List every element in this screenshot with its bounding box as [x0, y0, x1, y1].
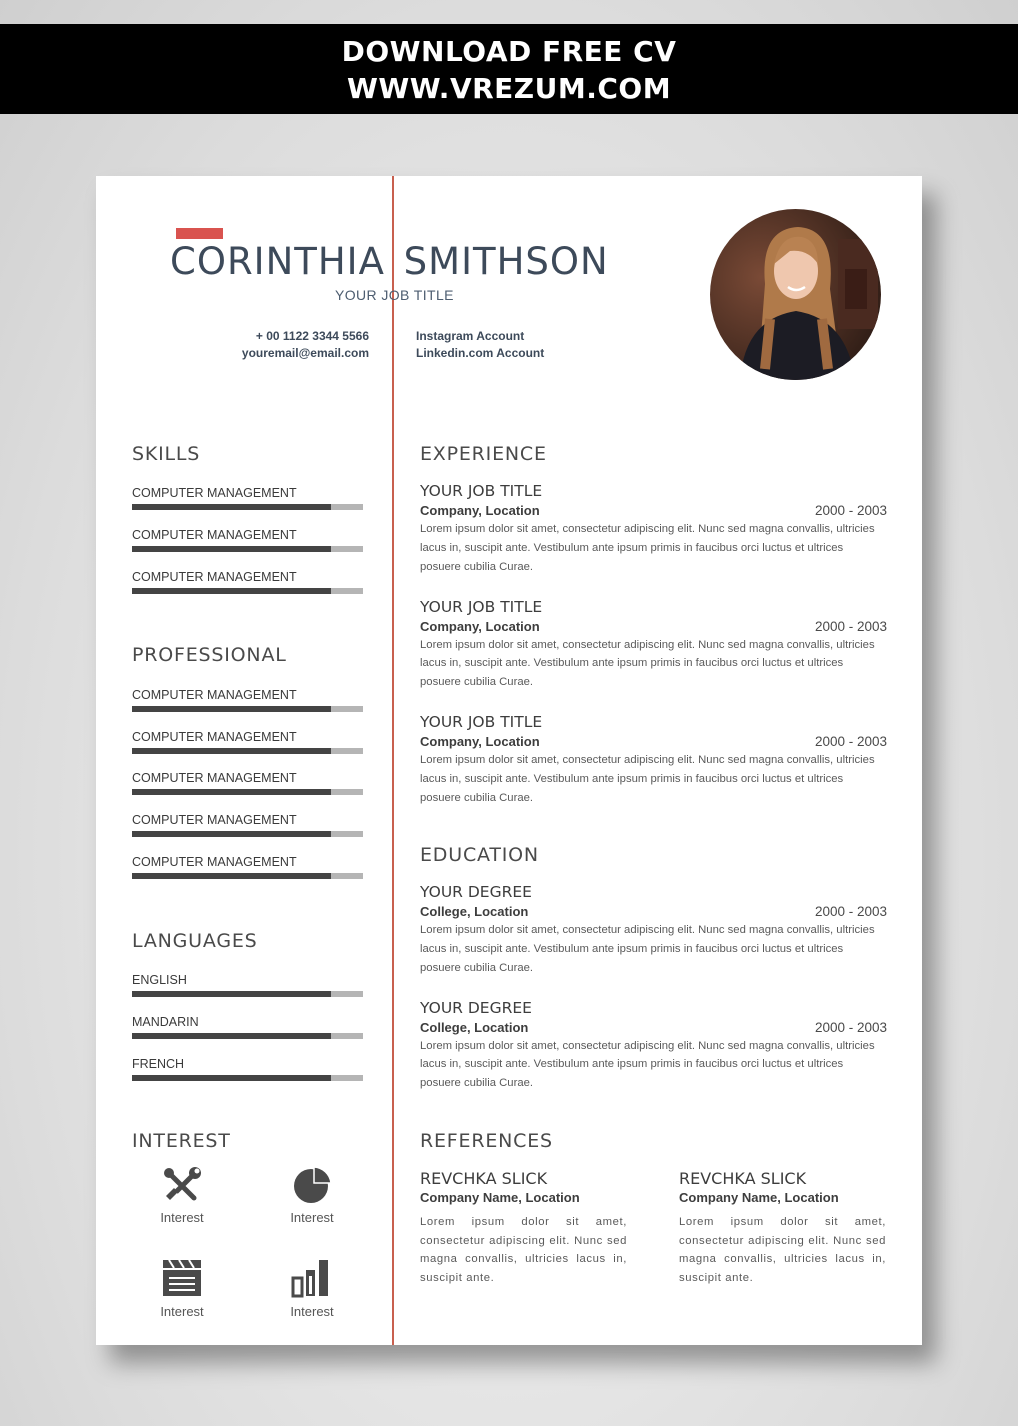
item-company: [420, 1018, 887, 1037]
interest-label: Interest: [290, 1304, 334, 1319]
skill-label: COMPUTER MANAGEMENT: [132, 854, 297, 869]
references-heading: REFERENCES: [420, 1130, 553, 1152]
item-title: YOUR DEGREE: [420, 883, 532, 901]
skill-row: [132, 973, 363, 997]
interest-item: [132, 1166, 232, 1225]
skill-level-fill: [132, 1033, 331, 1039]
reference-item: [420, 1169, 627, 1288]
skill-label: FRENCH: [132, 1057, 185, 1071]
item-description: Lorem ipsum dolor sit amet, consectetur adipiscing elit. Nunc sed magna convallis, ultricies lacus in, suscipit ante. Vestibulum ante ipsum primis in faucibus orci luctus et ultrices posuere cubilia Curae.: [420, 638, 875, 689]
reference-item: [679, 1169, 886, 1288]
skill-level-fill: [132, 748, 331, 754]
skill-level-fill: [132, 873, 331, 879]
skill-row: [132, 1015, 363, 1039]
interest-label: Interest: [290, 1210, 334, 1225]
item-description: Lorem ipsum dolor sit amet, consectetur adipiscing elit. Nunc sed magna convallis, ultricies lacus in, suscipit ante. Vestibulum ante ipsum primis in faucibus orci luctus et ultrices posuere cubilia Curae.: [420, 754, 875, 804]
reference-text: Lorem ipsum dolor sit amet, consectetur adipiscing elit. Nunc sed magna convallis, ultricies lacus in, suscipit ante.: [420, 1216, 627, 1285]
phone: + 00 1122 3344 5566: [255, 329, 369, 343]
skill-row: [132, 855, 363, 879]
skill-label: COMPUTER MANAGEMENT: [132, 528, 297, 542]
item-company-name: College, Location: [420, 1019, 529, 1035]
experience-item: [420, 597, 887, 692]
banner-line-1: DOWNLOAD FREE CV: [341, 35, 677, 68]
education-item: [420, 998, 887, 1093]
interest-item: [132, 1258, 232, 1319]
item-title: YOUR JOB TITLE: [420, 713, 543, 731]
skills-heading: SKILLS: [132, 443, 201, 465]
skill-level-bar: [132, 873, 363, 879]
skill-row: [132, 688, 363, 712]
profile-photo: [710, 209, 881, 380]
banner-line-2: WWW.VREZUM.COM: [346, 72, 672, 105]
skill-level-fill: [132, 504, 331, 510]
skill-row: [132, 730, 363, 754]
tools-icon: [162, 1166, 202, 1204]
skill-level-bar: [132, 991, 363, 997]
item-dates: 2000 - 2003: [814, 734, 887, 749]
resume-page: [96, 176, 922, 1345]
skill-label: MANDARIN: [132, 1015, 199, 1029]
instagram-link: Instagram Account: [416, 329, 525, 343]
skill-label: COMPUTER MANAGEMENT: [132, 771, 297, 786]
item-description: Lorem ipsum dolor sit amet, consectetur adipiscing elit. Nunc sed magna convallis, ultricies lacus in, suscipit ante. Vestibulum ante ipsum primis in faucibus orci luctus et ultrices posuere cubilia Curae.: [420, 924, 875, 974]
item-company: [420, 617, 887, 636]
skill-level-bar: [132, 588, 363, 594]
skill-level-bar: [132, 1033, 363, 1039]
reference-name: REVCHKA SLICK: [679, 1169, 807, 1188]
item-company-name: Company, Location: [420, 734, 540, 749]
skill-label: ENGLISH: [132, 973, 187, 987]
skill-level-bar: [132, 831, 363, 837]
experience-heading: EXPERIENCE: [420, 443, 547, 465]
experience-item: [420, 712, 887, 807]
clapperboard-icon: [161, 1258, 203, 1298]
item-company: [420, 501, 887, 520]
item-company: [420, 902, 887, 921]
reference-company: Company Name, Location: [679, 1190, 839, 1205]
skill-level-bar: [132, 706, 363, 712]
interest-label: Interest: [160, 1210, 204, 1225]
skill-level-fill: [132, 1075, 331, 1081]
linkedin-link: Linkedin.com Account: [416, 346, 545, 360]
skill-level-fill: [132, 706, 331, 712]
skill-label: COMPUTER MANAGEMENT: [132, 688, 297, 702]
email: youremail@email.com: [241, 346, 369, 360]
skill-level-bar: [132, 748, 363, 754]
professional-heading: PROFESSIONAL: [132, 644, 287, 666]
item-dates: 2000 - 2003: [814, 503, 887, 518]
contact-left: [242, 328, 369, 362]
candidate-name: CORINTHIA SMITHSON: [170, 240, 609, 283]
item-dates: 2000 - 2003: [814, 618, 887, 634]
item-title: YOUR JOB TITLE: [420, 597, 543, 616]
skill-label: COMPUTER MANAGEMENT: [132, 486, 297, 500]
skill-label: COMPUTER MANAGEMENT: [132, 813, 297, 828]
download-banner: [0, 24, 1018, 114]
education-heading: EDUCATION: [420, 844, 539, 866]
job-title: YOUR JOB TITLE: [335, 287, 454, 303]
skill-level-fill: [132, 588, 331, 594]
item-company: [420, 732, 887, 751]
skill-level-fill: [132, 831, 331, 837]
reference-company: Company Name, Location: [420, 1190, 580, 1205]
experience-item: [420, 481, 887, 576]
skill-row: [132, 771, 363, 795]
skill-level-bar: [132, 1075, 363, 1081]
column-divider: [392, 176, 394, 1345]
contact-right: [416, 328, 544, 362]
skill-level-fill: [132, 991, 331, 997]
skill-label: COMPUTER MANAGEMENT: [132, 570, 297, 584]
skill-label: COMPUTER MANAGEMENT: [132, 729, 297, 744]
interest-item: [262, 1258, 362, 1319]
pie-chart-icon: [292, 1166, 332, 1204]
skill-level-fill: [132, 789, 331, 795]
skill-row: [132, 528, 363, 552]
name-accent-bar: [176, 228, 223, 239]
item-title: YOUR DEGREE: [420, 998, 532, 1017]
item-dates: 2000 - 2003: [814, 1019, 887, 1035]
interest-heading: INTEREST: [132, 1130, 231, 1152]
item-title: YOUR JOB TITLE: [420, 482, 543, 500]
reference-text: Lorem ipsum dolor sit amet, consectetur adipiscing elit. Nunc sed magna convallis, ultricies lacus in, suscipit ante.: [679, 1216, 886, 1285]
interest-label: Interest: [160, 1304, 204, 1319]
skill-row: [132, 570, 363, 594]
item-dates: 2000 - 2003: [814, 904, 887, 919]
item-company-name: College, Location: [420, 904, 529, 919]
languages-heading: LANGUAGES: [132, 930, 258, 952]
interest-item: [262, 1166, 362, 1225]
skill-row: [132, 813, 363, 837]
item-description: Lorem ipsum dolor sit amet, consectetur adipiscing elit. Nunc sed magna convallis, ultricies lacus in, suscipit ante. Vestibulum ante ipsum primis in faucibus orci luctus et ultrices posuere cubilia Curae.: [420, 1039, 875, 1090]
education-item: [420, 882, 887, 977]
skill-row: [132, 486, 363, 510]
reference-name: REVCHKA SLICK: [420, 1169, 548, 1188]
skill-level-bar: [132, 504, 363, 510]
skill-level-fill: [132, 546, 331, 552]
skill-level-bar: [132, 546, 363, 552]
item-company-name: Company, Location: [420, 503, 540, 518]
item-company-name: Company, Location: [420, 618, 540, 634]
skill-level-bar: [132, 789, 363, 795]
skill-row: [132, 1057, 363, 1081]
item-description: Lorem ipsum dolor sit amet, consectetur adipiscing elit. Nunc sed magna convallis, ultricies lacus in, suscipit ante. Vestibulum ante ipsum primis in faucibus orci luctus et ultrices posuere cubilia Curae.: [420, 523, 875, 573]
bar-chart-icon: [291, 1258, 333, 1298]
